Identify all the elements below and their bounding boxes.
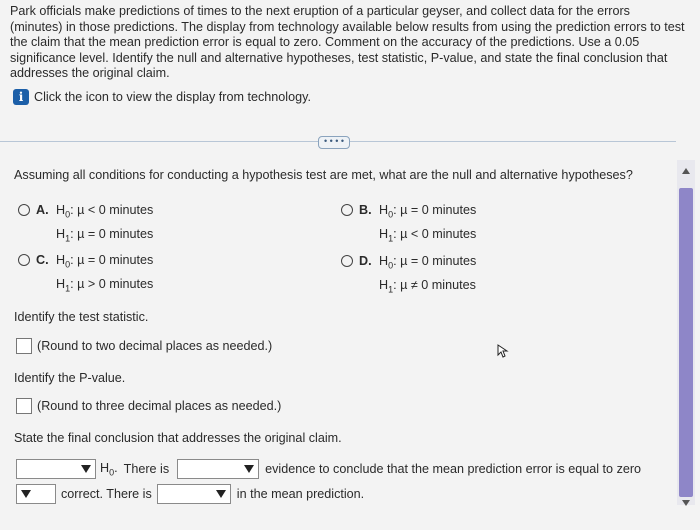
chevron-down-icon bbox=[21, 490, 31, 498]
p-value-label: Identify the P-value. bbox=[14, 371, 126, 385]
mean-prediction-text: in the mean prediction. bbox=[236, 487, 365, 501]
null-hypothesis: $H_0$: µ < 0 minutes bbox=[56, 203, 154, 220]
radio-button[interactable] bbox=[18, 254, 30, 266]
info-link-row[interactable] bbox=[13, 89, 311, 105]
info-icon[interactable]: i bbox=[13, 89, 29, 105]
radio-button[interactable] bbox=[341, 255, 353, 267]
option-a[interactable] bbox=[18, 203, 153, 249]
hypotheses bbox=[379, 203, 476, 249]
hypotheses-question: Assuming all conditions for conducting a hypothesis test are met, what are the null and alternative hypotheses? bbox=[14, 168, 633, 182]
accuracy-dropdown[interactable] bbox=[16, 484, 56, 504]
hypotheses bbox=[56, 203, 153, 249]
conclusion-row-1 bbox=[16, 459, 641, 479]
correct-text: correct. There is bbox=[61, 487, 152, 501]
alt-hypothesis: $H_1$: µ ≠ 0 minutes bbox=[379, 277, 476, 295]
p-value-input[interactable] bbox=[16, 398, 32, 414]
hypotheses bbox=[56, 253, 153, 299]
alt-hypothesis: $H_1$: µ < 0 minutes bbox=[379, 226, 477, 244]
evidence-dropdown[interactable] bbox=[177, 459, 259, 479]
option-d[interactable] bbox=[341, 254, 476, 300]
there-is-text: There is bbox=[123, 462, 170, 476]
info-link-text: Click the icon to view the display from technology. bbox=[34, 90, 311, 104]
null-hypothesis: $H_0$: µ = 0 minutes bbox=[56, 253, 154, 270]
radio-button[interactable] bbox=[341, 204, 353, 216]
option-letter: D. bbox=[359, 254, 372, 268]
problem-statement: Park officials make predictions of times to the next eruption of a particular geyser, and collect data for the errors (minutes) in those predictions. The display from technology available below results from using the prediction errors to test the claim that the mean prediction error is equal to zero. Comment on the accuracy of the predictions. Use a 0.05 significance level. Identify the null and alternative hypotheses, test statistic, P-value, and state the final conclusion that addresses the original claim. bbox=[10, 4, 685, 81]
radio-button[interactable] bbox=[18, 204, 30, 216]
p-value-row bbox=[16, 398, 281, 414]
option-letter: A. bbox=[36, 203, 49, 217]
chevron-down-icon bbox=[244, 465, 254, 473]
scroll-up-icon[interactable] bbox=[682, 168, 690, 174]
scrollbar-thumb[interactable] bbox=[679, 188, 693, 497]
alt-hypothesis: $H_1$: µ > 0 minutes bbox=[56, 276, 154, 294]
test-statistic-label: Identify the test statistic. bbox=[14, 310, 149, 324]
null-hypothesis: $H_0$: µ = 0 minutes bbox=[379, 203, 477, 220]
test-statistic-row bbox=[16, 338, 272, 354]
chevron-down-icon bbox=[216, 490, 226, 498]
p-value-hint: (Round to three decimal places as needed.) bbox=[37, 399, 282, 413]
scroll-down-icon[interactable] bbox=[682, 500, 690, 506]
test-statistic-input[interactable] bbox=[16, 338, 32, 354]
alt-hypothesis: $H_1$: µ = 0 minutes bbox=[56, 226, 154, 244]
test-statistic-hint: (Round to two decimal places as needed.) bbox=[37, 339, 273, 353]
option-c[interactable] bbox=[18, 253, 153, 299]
error-dropdown[interactable] bbox=[157, 484, 231, 504]
decision-dropdown[interactable] bbox=[16, 459, 96, 479]
option-letter: B. bbox=[359, 203, 372, 217]
expand-button[interactable]: • • • • bbox=[318, 136, 350, 149]
option-b[interactable] bbox=[341, 203, 476, 249]
option-letter: C. bbox=[36, 253, 49, 267]
null-hypothesis: $H_0$: µ = 0 minutes bbox=[379, 254, 477, 271]
h0-label: $H_0$. bbox=[100, 460, 118, 478]
chevron-down-icon bbox=[81, 465, 91, 473]
conclusion-label: State the final conclusion that addresses the original claim. bbox=[14, 431, 342, 445]
hypotheses bbox=[379, 254, 476, 300]
conclusion-row-2 bbox=[16, 484, 364, 504]
mouse-cursor-icon bbox=[497, 344, 509, 358]
evidence-text: evidence to conclude that the mean prediction error is equal to zero bbox=[265, 462, 642, 476]
